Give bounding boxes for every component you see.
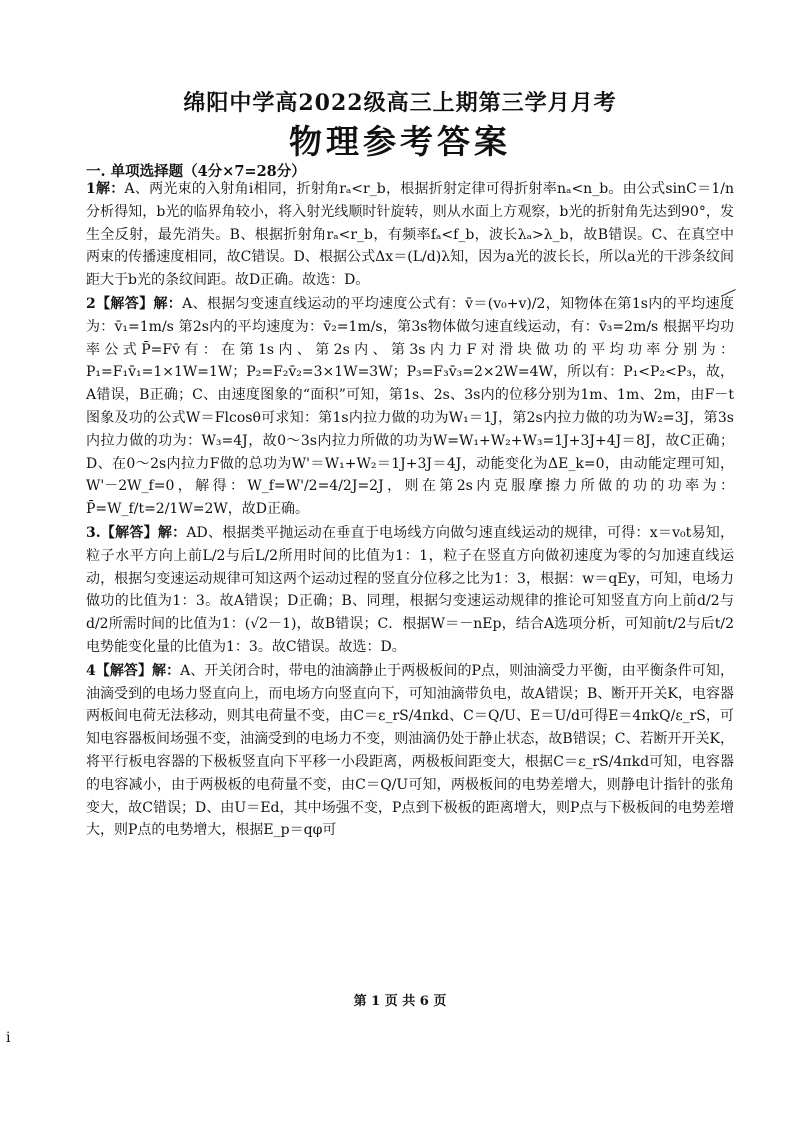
answer-label: 4【解答】解： xyxy=(86,662,181,679)
answer-label: 3.【解答】解： xyxy=(86,524,187,541)
answer-3 xyxy=(86,522,734,659)
answer-4 xyxy=(86,660,734,842)
answer-key-title: 物理参考答案 xyxy=(289,122,511,161)
answer-text: A、开关闭合时，带电的油滴静止于两极板间的P点，则油滴受力平衡，由平衡条件可知，油滴受到的电场力竖直向上，而电场方向竖直向下，可知油滴带负电，故A错误；B、断开开关K，电容器两板间电荷无法移动，则其电荷量不变，由C＝ε_rS/4πkd、C＝Q/U、E＝U/d可得E＝4πkQ/ε_rS，可知电容器板间场强不变，油滴受到的电场力不变，则油滴仍处于静止状态，故B错误；C、若断开开关K，将平行板电容器的下极板竖直向下平移一小段距离，两极板间距变大，根据C＝ε_rS/4πkd可知，电容器的电容减小，由于两极板的电荷量不变，由C＝Q/U可知，两极板间的电势差增大，则静电计指针的张角变大，故C错误；D、由U＝Ed，其中场强不变，P点到下极板的距离增大，则P点与下极板间的电势差增大，则P点的电势增大，根据E_p＝qφ可 xyxy=(86,662,734,839)
answer-text: AD、根据类平抛运动在垂直于电场线方向做匀速直线运动的规律，可得：x＝v₀t易知，粒子水平方向上前L/2与后L/2所用时间的比值为1：1，粒子在竖直方向做初速度为零的匀加速直线运动，根据匀变速运动规律可知这两个运动过程的竖直分位移之比为1：3，根据：w＝qEy，可知，电场力做功的比值为1：3。故A错误；D正确；B、同理，根据匀变速运动规律的推论可知竖直方向上前d/2与d/2所需时间的比值为1：(√2－1)，故B错误；C．根据W＝－nEp，结合A选项分析，可知前t/2与后t/2电势能变化量的比值为1：3。故C错误。故选：D。 xyxy=(86,524,734,655)
answer-2 xyxy=(86,293,734,521)
answer-label: 2【解答】解： xyxy=(86,295,183,312)
page-number: 第 1 页 共 6 页 xyxy=(353,994,447,1009)
section-heading: 一. 单项选择题（4分×7=28分） xyxy=(86,163,306,180)
answer-1 xyxy=(86,178,734,292)
answer-text: A、根据匀变速直线运动的平均速度公式有：v̄＝(v₀+v)/2，知物体在第1s内的平均速度为：v̄₁=1m/s 第2s内的平均速度为：v̄₂=1m/s，第3s物体做匀速直线运动，有：v̄₃=2m/s 根据平均功率公式P̄=Fv̄有：在第1s内、第2s内、第3s内力F对滑块做功的平均功率分别为：P₁=F₁v̄₁=1×1W=1W；P₂=F₂v̄₂=3×1W=3W；P₃=F₃v̄₃=2×2W=4W，所以有：P₁<P₂<P₃，故，A错误，B正确；C、由速度图象的“面积”可知，第1s、2s、3s内的位移分别为1m、1m、2m，由F－t图象及功的公式W＝Flcosθ可求知：第1s内拉力做的功为W₁＝1J，第2s内拉力做的功为W₂=3J，第3s内拉力做的功为：W₃=4J，故0～3s内拉力所做的功为W=W₁+W₂+W₃=1J+3J+4J＝8J，故C正确；D、在0～2s内拉力F做的总功为W'＝W₁+W₂＝1J+3J＝4J，动能变化为ΔE_k=0，由动能定理可知，W'－2W_f=0，解得：W_f=W'/2=4/2J=2J，则在第2s内克服摩擦力所做的功的功率为：P̄=W_f/t=2/1W=2W，故D正确。 xyxy=(86,295,734,518)
answer-text: A、两光束的入射角i相同，折射角rₐ<r_b，根据折射定律可得折射率nₐ<n_b。由公式sinC＝1/n分析得知，b光的临界角较小，将入射光线顺时针旋转，则从水面上方观察，b光的折射角先达到90°，发生全反射，最先消失。B、根据折射角rₐ<r_b，有频率fₐ<f_b，波长λₐ>λ_b，故B错误。C、在真空中两束的传播速度相同，故C错误。D、根据公式Δx＝(L/d)λ知，因为a光的波长长，所以a光的干涉条纹间距大于b光的条纹间距。故D正确。故选：D。 xyxy=(86,181,734,289)
exam-title: 绵阳中学高2022级高三上期第三学月月考 xyxy=(183,90,617,116)
answers-body xyxy=(86,178,734,843)
stray-mark: i xyxy=(6,1030,11,1046)
answer-label: 1解： xyxy=(86,181,125,197)
